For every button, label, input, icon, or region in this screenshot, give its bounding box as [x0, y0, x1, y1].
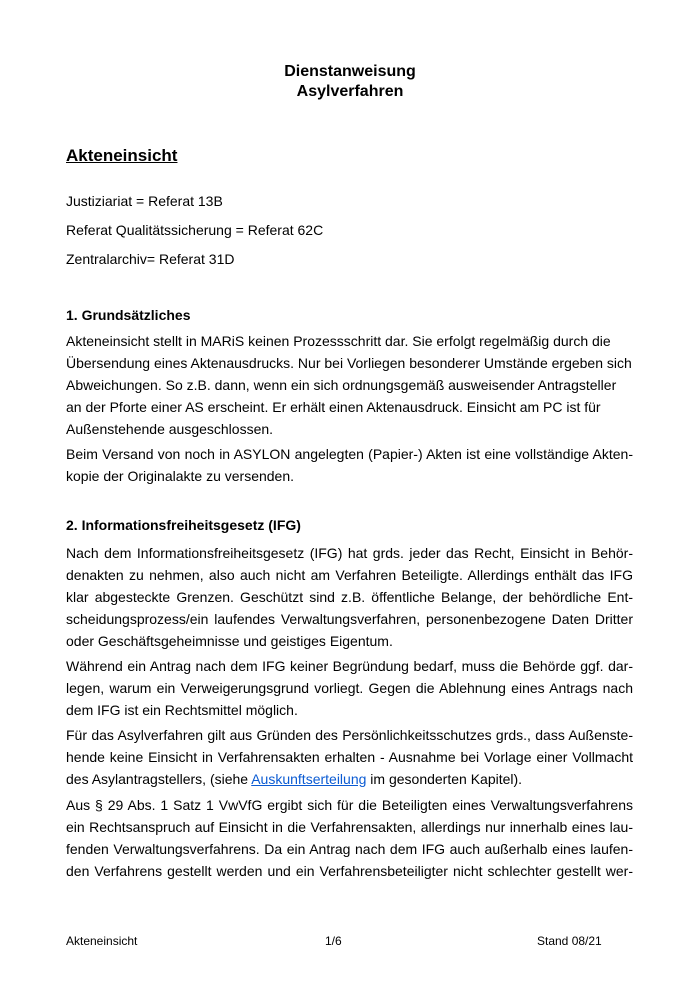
text-line: denakten zu nehmen, also auch nicht am Verfahren Beteiligte. Allerdings enthält das IFG: [66, 567, 633, 583]
text-line: scheidungsprozess/ein laufendes Verwaltungsverfahren, personenbezogene Daten Dritter: [66, 611, 633, 627]
auskunftserteilung-link[interactable]: Auskunftserteilung: [251, 771, 367, 787]
footer-right: Stand 08/21: [537, 934, 602, 948]
text-line: an der Pforte einer AS erscheint. Er erhält einen Aktenausdruck. Einsicht am PC ist für: [66, 399, 601, 415]
department-line: Referat Qualitätssicherung = Referat 62C: [66, 222, 324, 238]
text-line: [66, 768, 633, 790]
paragraph: [66, 330, 633, 440]
paragraph: [66, 794, 633, 882]
text-line: legen, warum ein Verweigerungsgrund vorliegt. Gegen die Ablehnung eines Antrags nach: [66, 680, 633, 696]
document-title: Dienstanweisung: [284, 63, 416, 80]
text-line: klar abgesteckte Grenzen. Geschützt sind z.B. öffentliche Belange, der behördliche Ent-: [66, 589, 633, 605]
text-line: Außenstehende ausgeschlossen.: [66, 421, 274, 437]
department-line: Justiziariat = Referat 13B: [66, 193, 223, 209]
text-line: Akteneinsicht stellt in MARiS keinen Prozessschritt dar. Sie erfolgt regelmäßig durch die: [66, 333, 611, 349]
text-line: kopie der Originalakte zu versenden.: [66, 468, 295, 484]
text-line: Übersendung eines Aktenausdrucks. Nur bei Vorliegen besonderer Umstände ergeben sich: [66, 355, 632, 371]
text-line: Abweichungen. So z.B. dann, wenn ein sich ordnungsgemäß ausweisender Antragsteller: [66, 377, 617, 393]
text-line: ein Rechtsanspruch auf Einsicht in die Verfahrensakten, allerdings nur innerhalb eines lau-: [66, 819, 633, 835]
text-line: Beim Versand von noch in ASYLON angelegten (Papier-) Akten ist eine vollständige Akten-: [66, 446, 633, 462]
text-line: Nach dem Informationsfreiheitsgesetz (IFG) hat grds. jeder das Recht, Einsicht in Behör-: [66, 545, 633, 561]
footer-left: Akteneinsicht: [66, 934, 138, 948]
paragraph: [66, 724, 633, 790]
text-line: dem IFG ist ein Rechtsmittel möglich.: [66, 702, 298, 718]
document-header: [0, 62, 700, 102]
text-fragment: des Asylantragstellers, (siehe: [66, 771, 252, 787]
document-subtitle: Asylverfahren: [296, 83, 404, 100]
department-line: Zentralarchiv= Referat 31D: [66, 251, 235, 267]
text-line: Aus § 29 Abs. 1 Satz 1 VwVfG ergibt sich für die Beteiligten eines Verwaltungsverfahrens: [66, 797, 633, 813]
text-line: oder Geschäftsgeheimnisse und geistiges Eigentum.: [66, 633, 393, 649]
text-line: Für das Asylverfahren gilt aus Gründen des Persönlichkeitsschutzes grds., dass Außenste-: [66, 727, 633, 743]
text-line: den Verfahrens gestellt werden und ein Verfahrensbeteiligter nicht schlechter gestellt wer-: [66, 863, 633, 879]
text-line: fenden Verwaltungsverfahrens. Da ein Antrag nach dem IFG auch außerhalb eines laufen-: [66, 841, 633, 857]
text-fragment: im gesonderten Kapitel).: [366, 771, 523, 787]
text-line: Während ein Antrag nach dem IFG keiner Begründung bedarf, muss die Behörde ggf. dar-: [66, 658, 633, 674]
text-line: hende keine Einsicht in Verfahrensakten erhalten - Ausnahme bei Vorlage einer Vollmacht: [66, 749, 633, 765]
subsection-heading-1: 1. Grundsätzliches: [66, 307, 191, 323]
paragraph: [66, 542, 633, 652]
paragraph: [66, 655, 633, 721]
paragraph: [66, 443, 633, 487]
section-title: Akteneinsicht: [66, 146, 178, 165]
subsection-heading-2: 2. Informationsfreiheitsgesetz (IFG): [66, 517, 301, 533]
footer-page-number: 1/6: [325, 934, 342, 948]
